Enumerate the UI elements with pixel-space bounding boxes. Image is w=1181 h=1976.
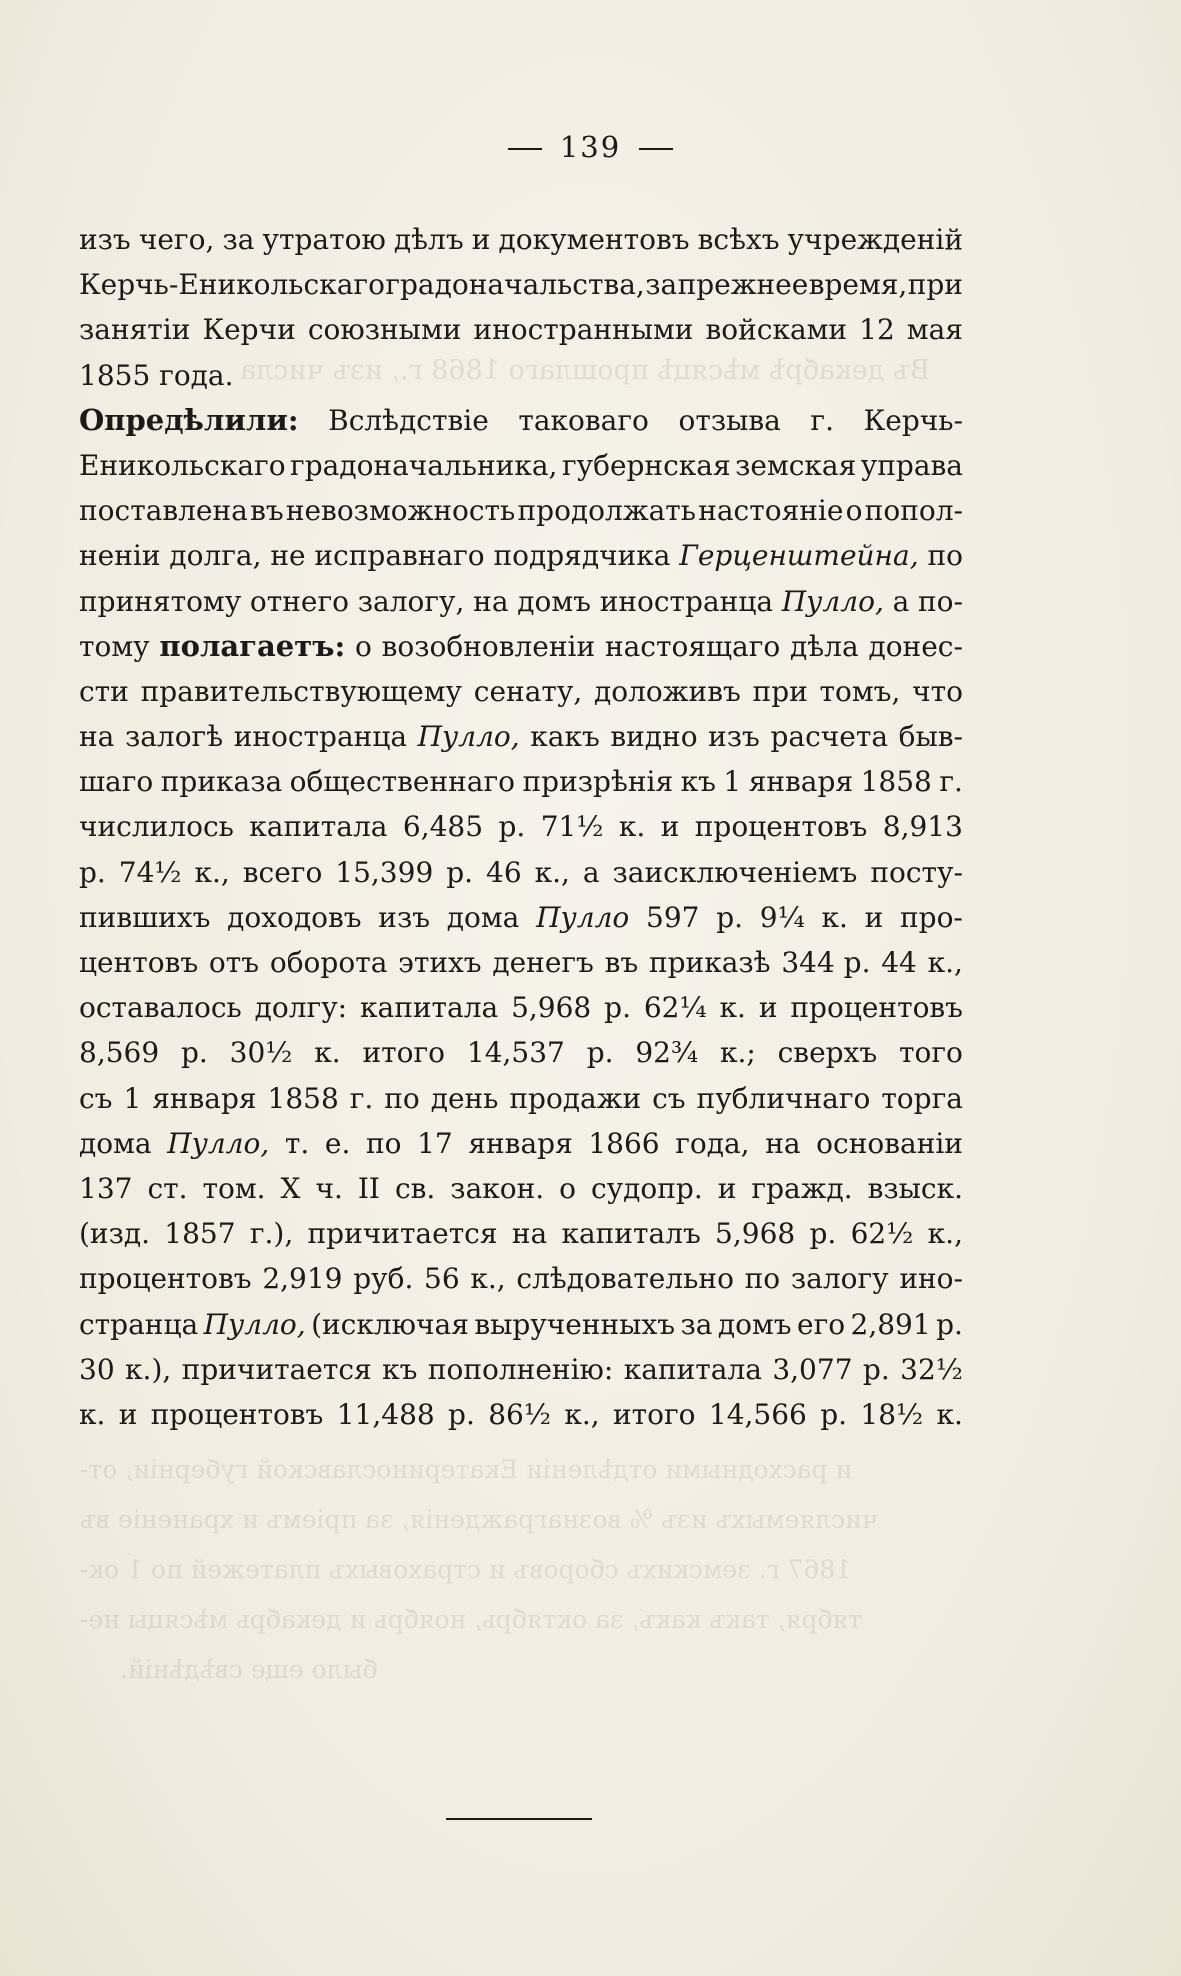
word: настояніе bbox=[698, 494, 844, 528]
word: к. bbox=[618, 810, 646, 844]
word: к., bbox=[927, 946, 963, 979]
word: оставалось bbox=[79, 991, 242, 1025]
word: при bbox=[752, 674, 808, 708]
word: какъ bbox=[530, 720, 600, 754]
text-line bbox=[79, 443, 963, 488]
word: по bbox=[365, 1126, 402, 1160]
word: г. bbox=[810, 403, 834, 437]
word: р. bbox=[586, 1036, 614, 1070]
word: января bbox=[748, 765, 854, 799]
word: союзными bbox=[307, 313, 462, 347]
word: января bbox=[468, 1126, 573, 1160]
word: возобновленіи bbox=[381, 629, 596, 663]
word: г. bbox=[939, 765, 963, 799]
word: основаніи bbox=[816, 1126, 963, 1160]
word: числилось bbox=[79, 810, 234, 844]
text-line bbox=[79, 217, 963, 262]
word: за bbox=[222, 223, 255, 256]
word: отнего bbox=[249, 584, 350, 618]
word: странца bbox=[79, 1307, 199, 1341]
word: р. bbox=[181, 1036, 208, 1070]
word: процентовъ bbox=[790, 991, 963, 1025]
word: к. bbox=[821, 900, 848, 934]
word: процентовъ bbox=[150, 1397, 324, 1431]
word: года, bbox=[675, 1126, 750, 1160]
word: 8,913 bbox=[882, 810, 963, 844]
word: градоначальства, bbox=[385, 268, 645, 302]
word: въ bbox=[250, 494, 284, 528]
word: р. bbox=[446, 855, 474, 889]
word: пившихъ bbox=[79, 900, 211, 934]
word: по bbox=[384, 1081, 420, 1115]
word: 11,488 bbox=[336, 1397, 435, 1431]
word: что bbox=[912, 674, 963, 708]
text-line bbox=[79, 1256, 963, 1301]
word: таковаго bbox=[518, 403, 649, 437]
word: р. bbox=[604, 991, 631, 1025]
word: к. bbox=[79, 1397, 106, 1431]
text-line bbox=[79, 714, 963, 759]
word: р. bbox=[498, 810, 526, 844]
word: Пулло, bbox=[417, 720, 520, 754]
word: капитала bbox=[249, 810, 388, 844]
header-dash-left bbox=[508, 148, 542, 150]
word: по bbox=[927, 539, 963, 573]
word: про- bbox=[899, 900, 963, 934]
word: 8,569 bbox=[79, 1036, 160, 1070]
word: 44 bbox=[881, 946, 917, 979]
word: 2,891 bbox=[850, 1307, 931, 1341]
word: 32½ bbox=[900, 1352, 963, 1386]
word: иностранными bbox=[473, 313, 694, 347]
word: по- bbox=[918, 584, 963, 618]
word: управа bbox=[860, 448, 963, 482]
word: продажи bbox=[509, 1081, 642, 1115]
page-header bbox=[0, 130, 1181, 164]
word: 15,399 bbox=[335, 855, 434, 889]
word: (исключая bbox=[311, 1307, 469, 1341]
text-line bbox=[79, 307, 963, 352]
word: 1855 года. bbox=[79, 358, 234, 392]
word: к. bbox=[719, 991, 746, 1025]
word: к.; bbox=[719, 1036, 756, 1070]
word: общественнаго bbox=[289, 765, 516, 799]
word: р. bbox=[862, 1352, 890, 1386]
word: утратою bbox=[262, 223, 386, 256]
word: т. bbox=[284, 1126, 310, 1160]
word: залогу bbox=[790, 1262, 889, 1296]
word: принятому bbox=[79, 584, 242, 618]
word: подрядчика bbox=[493, 539, 671, 573]
word: к., bbox=[534, 855, 570, 889]
word: настоящаго bbox=[604, 629, 781, 663]
word: том. bbox=[202, 1171, 266, 1205]
word: к.), bbox=[125, 1352, 172, 1386]
word: тому bbox=[79, 629, 150, 663]
text-line bbox=[79, 1121, 963, 1166]
word: неніи bbox=[79, 539, 161, 573]
word: 14,537 bbox=[466, 1036, 565, 1070]
word: II bbox=[357, 1171, 380, 1205]
word: земская bbox=[735, 448, 857, 482]
word: день bbox=[430, 1081, 499, 1115]
word: отъ bbox=[208, 946, 260, 979]
word: капиталъ bbox=[561, 1217, 701, 1251]
text-line bbox=[79, 624, 963, 669]
word: 9¼ bbox=[759, 900, 805, 934]
text-line bbox=[79, 1392, 963, 1437]
word: на bbox=[473, 584, 509, 618]
word: иностранца bbox=[599, 584, 774, 618]
text-line bbox=[79, 533, 963, 578]
word: 92¾ bbox=[635, 1036, 699, 1070]
word: Вслѣдствіе bbox=[328, 403, 489, 437]
word: продолжать bbox=[517, 494, 696, 528]
word: 18½ bbox=[860, 1397, 924, 1431]
word: залогѣ bbox=[124, 720, 224, 754]
show-through-line: Въ декабрѣ мѣсяцѣ прошлаго 1868 г., изъ числа bbox=[240, 355, 931, 386]
word: ч. bbox=[315, 1171, 343, 1205]
word: капитала bbox=[623, 1352, 762, 1386]
word: дѣлъ bbox=[393, 223, 464, 256]
word: къ bbox=[680, 765, 716, 799]
word: видно bbox=[610, 720, 698, 754]
text-line bbox=[79, 262, 963, 307]
word: центовъ bbox=[79, 946, 199, 979]
word: итого bbox=[613, 1397, 696, 1431]
word: слѣдовательно bbox=[516, 1262, 734, 1296]
word: Керчь- bbox=[863, 403, 963, 437]
word: на bbox=[79, 720, 115, 754]
word: и bbox=[717, 1171, 737, 1205]
text-line bbox=[79, 1302, 963, 1347]
word: полагаетъ: bbox=[159, 628, 346, 663]
word: а bbox=[892, 584, 910, 618]
word: Керчь-Еникольскаго bbox=[79, 268, 385, 302]
word: его bbox=[797, 1307, 846, 1341]
text-line bbox=[79, 804, 963, 849]
word: всѣхъ bbox=[697, 223, 780, 256]
text-line bbox=[79, 1347, 963, 1392]
word: этихъ bbox=[398, 946, 482, 979]
word: к. bbox=[936, 1397, 963, 1431]
word: причитается bbox=[307, 1217, 498, 1251]
text-line bbox=[79, 488, 963, 533]
word: X bbox=[280, 1171, 301, 1205]
word: причитается bbox=[181, 1352, 372, 1386]
word: посту- bbox=[870, 855, 963, 889]
word: к., bbox=[564, 1397, 600, 1431]
word: 62½ bbox=[850, 1217, 914, 1251]
word: донес- bbox=[868, 629, 963, 663]
word: не bbox=[270, 539, 306, 573]
word: всего bbox=[242, 855, 323, 889]
word: 62¼ bbox=[643, 991, 707, 1025]
word: пополненію: bbox=[427, 1352, 614, 1386]
word: о bbox=[845, 494, 863, 528]
word: 86½ bbox=[488, 1397, 551, 1431]
word: капитала bbox=[360, 991, 499, 1025]
word: процентовъ bbox=[79, 1262, 252, 1296]
word: итого bbox=[362, 1036, 446, 1070]
text-line bbox=[79, 1030, 963, 1075]
word: к., bbox=[470, 1262, 506, 1296]
word: а bbox=[582, 855, 600, 889]
word: приказа bbox=[160, 765, 283, 799]
word: 1857 bbox=[164, 1217, 236, 1251]
word: губернская bbox=[561, 448, 731, 482]
text-line bbox=[79, 759, 963, 804]
word: и bbox=[864, 900, 884, 934]
word: к., bbox=[194, 855, 230, 889]
word: расчета bbox=[770, 720, 889, 754]
word: 344 р. bbox=[781, 946, 871, 979]
word: изъ bbox=[708, 720, 760, 754]
word: попол- bbox=[864, 494, 963, 528]
word: ино- bbox=[899, 1262, 963, 1296]
show-through-line: 1867 г. земскихъ сборовъ и страховыхъ платежей по 1 ок- bbox=[80, 1555, 852, 1584]
word: 597 bbox=[646, 900, 700, 934]
word: 46 bbox=[486, 855, 522, 889]
word: дома bbox=[446, 900, 520, 934]
word: при bbox=[907, 268, 963, 302]
word: 1 bbox=[723, 765, 742, 799]
word: доходовъ bbox=[227, 900, 362, 934]
text-line bbox=[79, 579, 963, 624]
word: долга, bbox=[169, 539, 262, 573]
word: и bbox=[471, 223, 491, 256]
word: долгу: bbox=[254, 991, 348, 1025]
word: шаго bbox=[79, 765, 154, 799]
word: того bbox=[899, 1036, 963, 1070]
word: мая bbox=[906, 313, 963, 347]
word: Пулло, bbox=[167, 1126, 270, 1160]
word: судопр. bbox=[591, 1171, 703, 1205]
show-through-line: и расходными отдѣленіи Екатеринославской губерніи, от- bbox=[80, 1455, 853, 1484]
text-line bbox=[79, 1166, 963, 1211]
word: къ bbox=[382, 1352, 418, 1386]
word: иностранца bbox=[233, 720, 408, 754]
word: г.), bbox=[249, 1217, 294, 1251]
word: к. bbox=[314, 1036, 341, 1070]
word: руб. bbox=[353, 1262, 414, 1296]
word: е. bbox=[324, 1126, 351, 1160]
word: съ bbox=[652, 1081, 686, 1115]
word: р. bbox=[716, 900, 744, 934]
word: Керчи bbox=[202, 313, 296, 347]
word: торга bbox=[881, 1081, 963, 1115]
word: ст. bbox=[147, 1171, 188, 1205]
word: 137 bbox=[79, 1171, 133, 1205]
word: за bbox=[645, 268, 678, 302]
word: 1858 bbox=[860, 765, 932, 799]
word: войсками bbox=[705, 313, 848, 347]
word: чего, bbox=[138, 223, 215, 256]
word: 74½ bbox=[118, 855, 182, 889]
word: процентовъ bbox=[694, 810, 868, 844]
word: призрѣнія bbox=[522, 765, 674, 799]
word: взыск. bbox=[867, 1171, 963, 1205]
word: поставлена bbox=[79, 494, 248, 528]
show-through-line: числяемыхъ изъ % вознагражденія, за пріемъ и храненіе въ bbox=[80, 1505, 879, 1534]
text-line bbox=[79, 398, 963, 443]
word: залогу, bbox=[357, 584, 465, 618]
word: р. bbox=[936, 1307, 963, 1341]
word: 12 bbox=[859, 313, 895, 347]
word: заисключеніемъ bbox=[612, 855, 858, 889]
show-through-line: было еще свѣдѣній. bbox=[120, 1655, 378, 1684]
word: Опредѣлили: bbox=[79, 402, 299, 437]
word: Пулло bbox=[536, 900, 630, 934]
word: за bbox=[680, 1307, 713, 1341]
word: изъ bbox=[378, 900, 431, 934]
word: Еникольскаго bbox=[79, 448, 286, 482]
word: Герценштейна, bbox=[679, 539, 919, 573]
word: р. bbox=[79, 855, 106, 889]
word: отзыва bbox=[678, 403, 781, 437]
text-line bbox=[79, 669, 963, 714]
text-line bbox=[79, 1211, 963, 1256]
word: гражд. bbox=[751, 1171, 853, 1205]
word: доложивъ bbox=[594, 674, 741, 708]
word: 6,485 bbox=[402, 810, 484, 844]
text-line bbox=[79, 850, 963, 895]
word: по bbox=[744, 1262, 781, 1296]
text-line bbox=[79, 940, 963, 985]
word: изъ bbox=[79, 223, 131, 256]
word: исправнаго bbox=[314, 539, 485, 573]
word: вырученныхъ bbox=[474, 1307, 676, 1341]
word: р. bbox=[448, 1397, 475, 1431]
body-text bbox=[79, 217, 963, 1437]
word: 71½ bbox=[540, 810, 604, 844]
word: сверхъ bbox=[777, 1036, 878, 1070]
word: р. bbox=[809, 1217, 837, 1251]
word: 17 bbox=[417, 1126, 453, 1160]
word: на bbox=[511, 1217, 548, 1251]
header-dash-right bbox=[639, 148, 673, 150]
text-line bbox=[79, 895, 963, 940]
word: 1866 bbox=[588, 1126, 660, 1160]
word: к., bbox=[927, 1217, 963, 1251]
word: учрежденій bbox=[787, 223, 963, 256]
word: Пулло, bbox=[203, 1307, 306, 1341]
word: января bbox=[152, 1081, 257, 1115]
word: сти bbox=[79, 674, 129, 708]
word: о bbox=[559, 1171, 577, 1205]
word: документовъ bbox=[498, 223, 690, 256]
word: прежнее bbox=[677, 268, 809, 302]
word: (изд. bbox=[79, 1217, 150, 1251]
text-line bbox=[79, 1076, 963, 1121]
word: и bbox=[660, 810, 680, 844]
word: правительствующему bbox=[140, 674, 463, 708]
show-through-line: тября, такъ какъ, за октябрь, ноябрь и декабрь мѣсяцы не- bbox=[80, 1605, 862, 1634]
word: о bbox=[354, 629, 372, 663]
word: и bbox=[758, 991, 778, 1025]
word: градоначальника, bbox=[290, 448, 558, 482]
word: г. bbox=[349, 1081, 374, 1115]
word: занятіи bbox=[79, 313, 191, 347]
word: съ bbox=[79, 1081, 113, 1115]
word: закон. bbox=[450, 1171, 545, 1205]
word: 56 bbox=[424, 1262, 460, 1296]
closing-rule bbox=[446, 1818, 592, 1820]
word: 5,968 bbox=[715, 1217, 796, 1251]
word: 30½ bbox=[229, 1036, 293, 1070]
word: дѣла bbox=[790, 629, 859, 663]
word: сенату, bbox=[473, 674, 583, 708]
word: св. bbox=[394, 1171, 436, 1205]
word: р. bbox=[820, 1397, 848, 1431]
word: время, bbox=[808, 268, 908, 302]
word: 3,077 bbox=[772, 1352, 853, 1386]
word: 30 bbox=[79, 1352, 115, 1386]
word: и bbox=[118, 1397, 138, 1431]
word: томъ, bbox=[819, 674, 901, 708]
word: 1858 bbox=[267, 1081, 339, 1115]
word: Пулло, bbox=[781, 584, 884, 618]
word: домъ bbox=[717, 1307, 792, 1341]
word: приказѣ bbox=[648, 946, 771, 979]
word: быв- bbox=[898, 720, 963, 754]
word: публичнаго bbox=[696, 1081, 871, 1115]
word: оборота bbox=[269, 946, 388, 979]
text-line bbox=[79, 985, 963, 1030]
word: въ bbox=[604, 946, 639, 979]
word: 1 bbox=[123, 1081, 142, 1115]
word: 14,566 bbox=[708, 1397, 807, 1431]
word: на bbox=[765, 1126, 801, 1160]
word: невозможность bbox=[285, 494, 516, 528]
page-number: 139 bbox=[559, 130, 622, 164]
word: 5,968 bbox=[511, 991, 592, 1025]
word: 2,919 bbox=[262, 1262, 343, 1296]
word: денегъ bbox=[492, 946, 594, 979]
word: дома bbox=[79, 1126, 152, 1160]
word: домъ bbox=[517, 584, 591, 618]
text-line bbox=[79, 353, 963, 398]
